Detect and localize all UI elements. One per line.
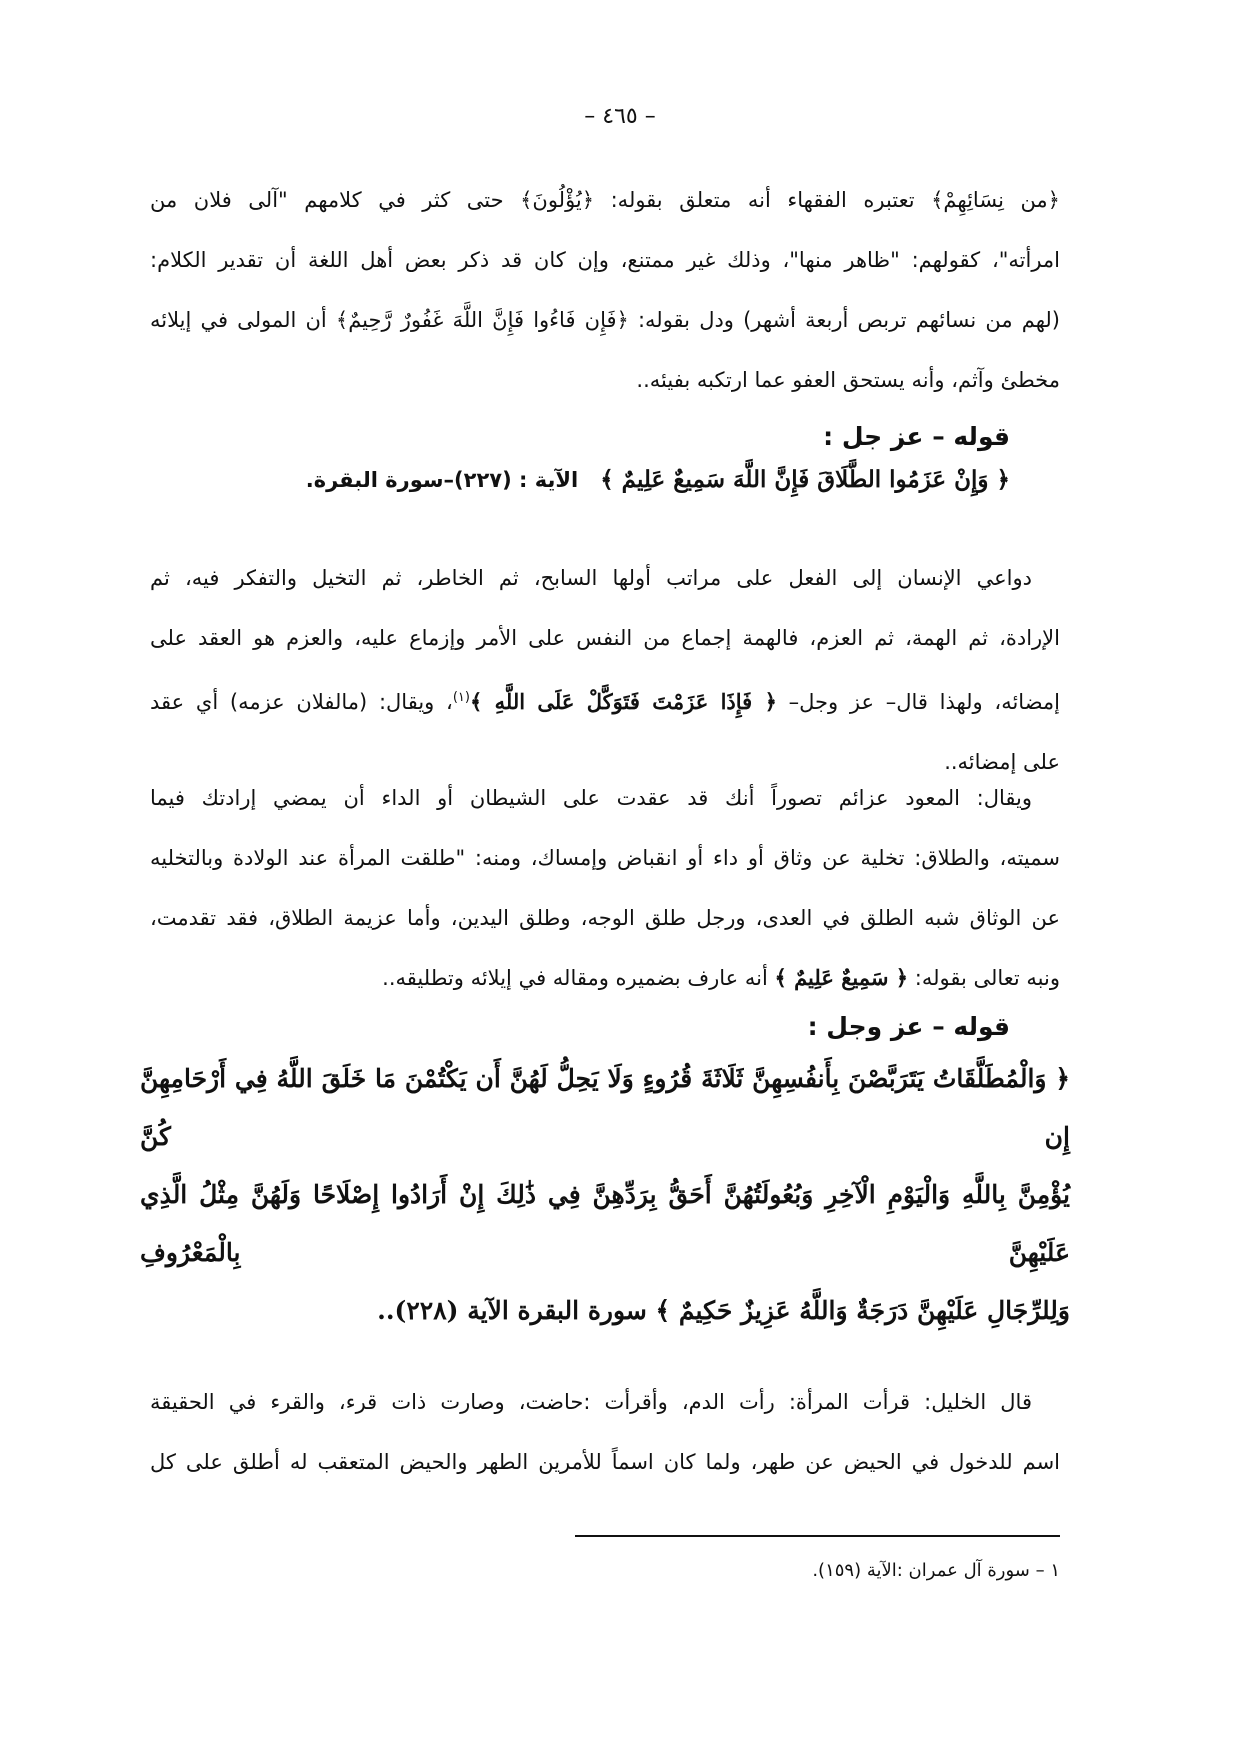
paragraph-1-line-4: مخطئ وآثم، وأنه يستحق العفو عما ارتكبه بفيئه.. [636,368,1060,392]
heading-2-ayah [140,1050,1070,1340]
heading-1-ayah: ﴿ وَإِنْ عَزَمُوا الطَّلَاقَ فَإِنَّ اللَّهَ سَمِيعٌ عَلِيمٌ ﴾ [600,466,1010,493]
footnote: ١ – سورة آل عمران :الآية (١٥٩). [812,1560,1060,1581]
paragraph-1-line-3: (لهم من نسائهم تربص أربعة أشهر) ودل بقوله: ﴿فَإِن فَاءُوا فَإِنَّ اللَّهَ غَفُورٌ رَّحِيمٌ﴾ أن المولى في إيلائه [150,308,1060,332]
footnote-marker: (١) [452,690,470,705]
heading-2-ayah-line-3: وَلِلرِّجَالِ عَلَيْهِنَّ دَرَجَةٌ وَاللَّهُ عَزِيزٌ حَكِيمٌ ﴾ سورة البقرة الآية (٢٢٨).. [377,1296,1070,1325]
section-heading-2 [150,1012,1010,1041]
heading-1-title: قوله – عز جل : [823,422,1010,451]
paragraph-2-line-2: الإرادة، ثم الهمة، ثم العزم، فالهمة إجماع من النفس على الأمر وإزماع عليه، والعزم هو العقد على [150,626,1060,650]
footnote-divider [575,1535,1060,1537]
paragraph-4 [150,1372,1060,1492]
heading-2-ayah-line-2: يُؤْمِنَّ بِاللَّهِ وَالْيَوْمِ الْآخِرِ وَبُعُولَتُهُنَّ أَحَقُّ بِرَدِّهِنَّ فِي ذَٰلِكَ إِنْ أَرَادُوا إِصْلَاحًا وَلَهُنَّ مِثْلُ الَّذِي عَلَيْهِنَّ بِالْمَعْرُوفِ [140,1180,1070,1267]
paragraph-2-line-1-text: دواعي الإنسان إلى الفعل على مراتب أولها السابح، ثم الخاطر، ثم التخيل والتفكر فيه، ثم [150,566,1032,590]
paragraph-3-line-4-start: ونبه تعالى بقوله: [908,966,1060,990]
paragraph-2-line-3-end: ، ويقال: (مالفلان عزمه) أي عقد [150,690,453,714]
paragraph-3-line-3: عن الوثاق شبه الطلق في العدى، ورجل طلق الوجه، وطلق اليدين، وأما عزيمة الطلاق، فقد تقدمت، [150,906,1060,930]
paragraph-3-line-2: سميته، والطلاق: تخلية عن وثاق أو داء أو انقباض وإمساك، ومنه: "طلقت المرأة عند الولادة وبالتخليه [150,846,1060,870]
heading-2-title: قوله – عز وجل : [807,1012,1010,1041]
paragraph-1-line-1: ﴿من نِسَائِهِمْ﴾ تعتبره الفقهاء أنه متعلق بقوله: ﴿يُؤْلُونَ﴾ حتى كثر في كلامهم "آلى فلان من [150,188,1060,212]
paragraph-2 [150,548,1060,792]
heading-2-ayah-line-1: ﴿ وَالْمُطَلَّقَاتُ يَتَرَبَّصْنَ بِأَنفُسِهِنَّ ثَلَاثَةَ قُرُوءٍ وَلَا يَحِلُّ لَهُنَّ أَن يَكْتُمْنَ مَا خَلَقَ اللَّهُ فِي أَرْحَامِهِنَّ إِن كُنَّ [140,1064,1070,1151]
paragraph-3-quran-quote: ﴿ سَمِيعٌ عَلِيمٌ ﴾ [774,965,909,990]
paragraph-1 [150,170,1060,410]
page-number: – ٤٦٥ – [584,104,656,129]
paragraph-2-line-4: على إمضائه.. [944,750,1060,774]
paragraph-3-line-1 [150,768,1060,828]
paragraph-4-line-2: اسم للدخول في الحيض عن طهر، ولما كان اسماً للأمرين الطهر والحيض المتعقب له أطلق على كل [150,1450,1060,1474]
paragraph-2-quran-quote: ﴿ فَإِذَا عَزَمْتَ فَتَوَكَّلْ عَلَى اللَّهِ ﴾ [469,689,777,714]
heading-1-reference: الآية : (٢٢٧)–سورة البقرة. [305,468,579,492]
paragraph-1-line-2: امرأته"، كقولهم: "ظاهر منها"، وذلك غير ممتنع، وإن كان قد ذكر بعض أهل اللغة أن تقدير الكلام: [150,248,1060,272]
paragraph-4-line-1-text: قال الخليل: قرأت المرأة: رأت الدم، وأقرأت :حاضت، وصارت ذات قرء، والقرء في الحقيقة [150,1390,1032,1414]
paragraph-3-line-1-text: ويقال: المعود عزائم تصوراً أنك قد عقدت على الشيطان أو الداء أن يمضي إرادتك فيما [150,786,1032,810]
section-heading-1 [150,422,1010,505]
paragraph-2-line-3 [150,668,1060,732]
paragraph-3-line-4-end: أنه عارف بضميره ومقاله في إيلائه وتطليقه.. [382,966,775,990]
paragraph-3 [150,768,1060,1008]
paragraph-4-line-1 [150,1372,1060,1432]
paragraph-2-line-3-start: إمضائه، ولهذا قال– عز وجل– [776,690,1060,714]
paragraph-3-line-4 [150,948,1060,1008]
heading-1-ayah-line [150,455,1010,505]
paragraph-2-line-1 [150,548,1060,608]
